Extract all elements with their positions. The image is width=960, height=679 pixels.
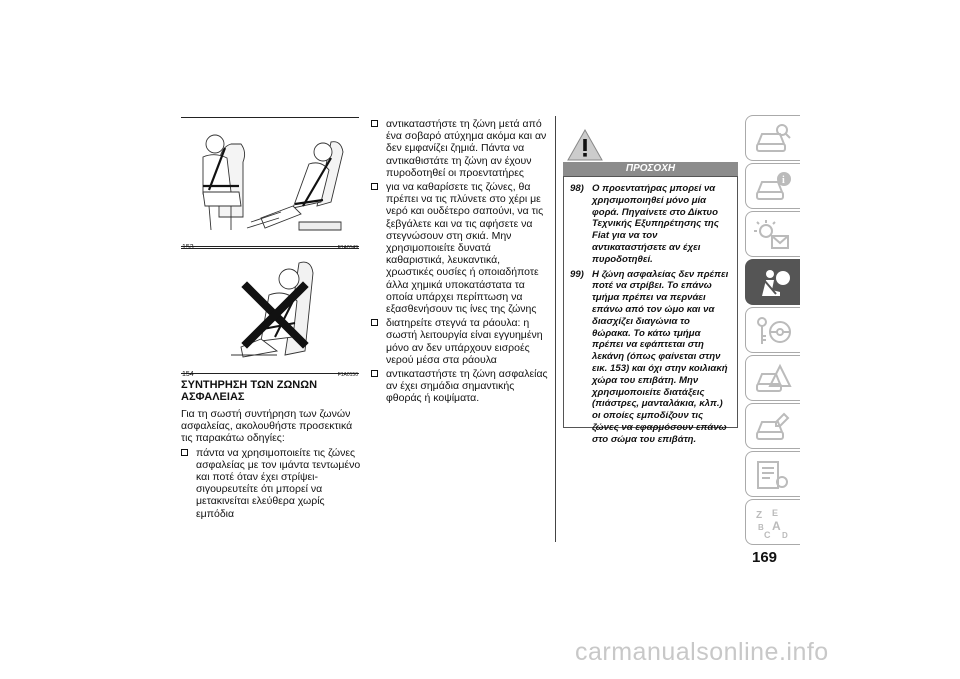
alphabet-index-icon	[754, 506, 792, 540]
bullet-item	[371, 181, 549, 315]
page-number: 169	[752, 549, 778, 566]
bullet-text: πάντα να χρησιμοποιείτε τις ζώνες ασφαλείας με τον ιμάντα τεντωμένο και ποτέ όταν έχει στρίψει-σιγουρευτείτε ότι μπορεί να μετακινείται ελεύθερα χωρίς εμπόδια	[196, 446, 361, 520]
column-divider	[555, 116, 556, 542]
figure-153	[181, 117, 359, 251]
warning-item-text: Η ζώνη ασφαλείας δεν πρέπει ποτέ να στρίβει. Το επάνω τμήμα πρέπει να περνάει επάνω από τον ώμο και να διασχίζει διαγώνια το θώρακα. Το κάτω τμήμα πρέπει να εφάπτεται στη λεκάνη (όπως φαίνεται στην εικ. 153) και όχι στην κοιλιακή χώρα του επιβάτη. Μην χρησιμοποιείτε διατάξεις (πιάστρες, μανταλάκια, κλπ.) οι οποίες εμποδίζουν τις ζώνες να εφαρμόσουν επάνω στο σώμα του επιβάτη.	[592, 268, 729, 445]
tab-index[interactable]	[745, 499, 800, 545]
figure-number: 154	[182, 371, 194, 378]
key-steering-icon	[754, 314, 792, 348]
svg-text:A: A	[772, 519, 781, 533]
bullet-text: αντικαταστήστε τη ζώνη μετά από ένα σοβαρό ατύχημα ακόμα και αν δεν εμφανίζει ζημιά. Πάντα να αντικαθιστάτε τη ζώνη αν έχουν πυροδοτηθεί οι προεντατήρες	[386, 118, 547, 179]
seatbelt-illustration	[181, 122, 359, 234]
document-settings-icon	[754, 458, 792, 492]
car-info-icon	[754, 170, 792, 204]
bullet-item	[181, 447, 361, 520]
left-column	[181, 379, 361, 520]
light-message-icon	[754, 218, 792, 252]
warning-item	[570, 269, 731, 446]
car-emergency-icon	[754, 362, 792, 396]
bullet-text: αντικαταστήστε τη ζώνη ασφαλείας αν έχει σημάδια σημαντικής φθοράς ή κοψίματα.	[386, 368, 548, 405]
car-search-icon	[754, 122, 792, 156]
figure-code: F1A0149	[337, 245, 358, 251]
incorrect-seatbelt-illustration	[181, 251, 359, 363]
bullet-item	[371, 368, 549, 405]
warning-item	[570, 183, 731, 266]
checkbox-bullet-icon	[371, 120, 378, 127]
bullet-text: διατηρείτε στεγνά τα ράουλα: η σωστή λειτουργία είναι εγγυημένη μόνο αν δεν υπάρχουν εισροές νερού μέσα στα ράουλα	[386, 317, 543, 366]
figure-code: F1A0150	[337, 372, 358, 378]
warning-title: ΠΡΟΣΟΧΗ	[625, 163, 676, 174]
chapter-tabs	[745, 115, 800, 547]
figure-number: 153	[182, 244, 194, 251]
car-maintenance-icon	[754, 410, 792, 444]
checkbox-bullet-icon	[371, 183, 378, 190]
tab-dashboard[interactable]	[745, 115, 800, 161]
tab-emergency[interactable]	[745, 355, 800, 401]
tab-warning-lights[interactable]	[745, 211, 800, 257]
svg-text:B: B	[758, 523, 764, 532]
tab-information[interactable]	[745, 163, 800, 209]
checkbox-bullet-icon	[371, 319, 378, 326]
watermark: carmanualsonline.info	[575, 638, 829, 666]
bullet-item	[371, 118, 549, 179]
svg-text:i: i	[782, 175, 785, 186]
checkbox-bullet-icon	[371, 370, 378, 377]
figure-154	[181, 248, 359, 378]
warning-item-text: Ο προεντατήρας μπορεί να χρησιμοποιηθεί μόνο μία φορά. Πηγαίνετε στο Δίκτυο Τεχνικής Εξυπηρέτησης της Fiat για να τον αντικαταστήσετε αν έχει πυροδοτηθεί.	[592, 183, 719, 265]
warning-triangle-icon	[566, 128, 604, 162]
section-heading: ΣΥΝΤΗΡΗΣΗ ΤΩΝ ΖΩΝΩΝ ΑΣΦΑΛΕΙΑΣ	[181, 379, 318, 403]
airbag-seatbelt-icon	[754, 266, 792, 300]
bullet-item	[371, 317, 549, 366]
tab-safety[interactable]	[745, 259, 800, 305]
svg-text:E: E	[772, 508, 779, 518]
warning-item-number: 98)	[570, 183, 584, 194]
middle-column	[371, 118, 549, 405]
svg-text:Z: Z	[756, 510, 763, 521]
warning-item-number: 99)	[570, 268, 584, 280]
tab-starting-driving[interactable]	[745, 307, 800, 353]
svg-text:D: D	[782, 531, 788, 540]
intro-paragraph: Για τη σωστή συντήρηση των ζωνών ασφαλείας, ακολουθήστε προσεκτικά τις παρακάτω οδηγίες:	[181, 408, 353, 445]
checkbox-bullet-icon	[181, 449, 188, 456]
warning-box	[563, 176, 738, 445]
tab-maintenance[interactable]	[745, 403, 800, 449]
svg-text:C: C	[764, 530, 771, 540]
bullet-text: για να καθαρίσετε τις ζώνες, θα πρέπει να τις πλύνετε στο χέρι με νερό και ουδέτερο σαπούνι, να τις ξεβγάλετε και να τις αφήσετε να στεγνώσουν στη σκιά. Μην χρησιμοποιείτε δυνατά καθαριστικά, λευκαντικά, χρωστικές ουσίες ή οποιαδήποτε άλλα χημικά υποκατάστατα τα οποία υπάρχει περίπτωση να εξασθενήσουν τις ίνες της ζώνης	[386, 181, 544, 316]
warning-title-bar	[563, 162, 738, 176]
tab-technical-data[interactable]	[745, 451, 800, 497]
